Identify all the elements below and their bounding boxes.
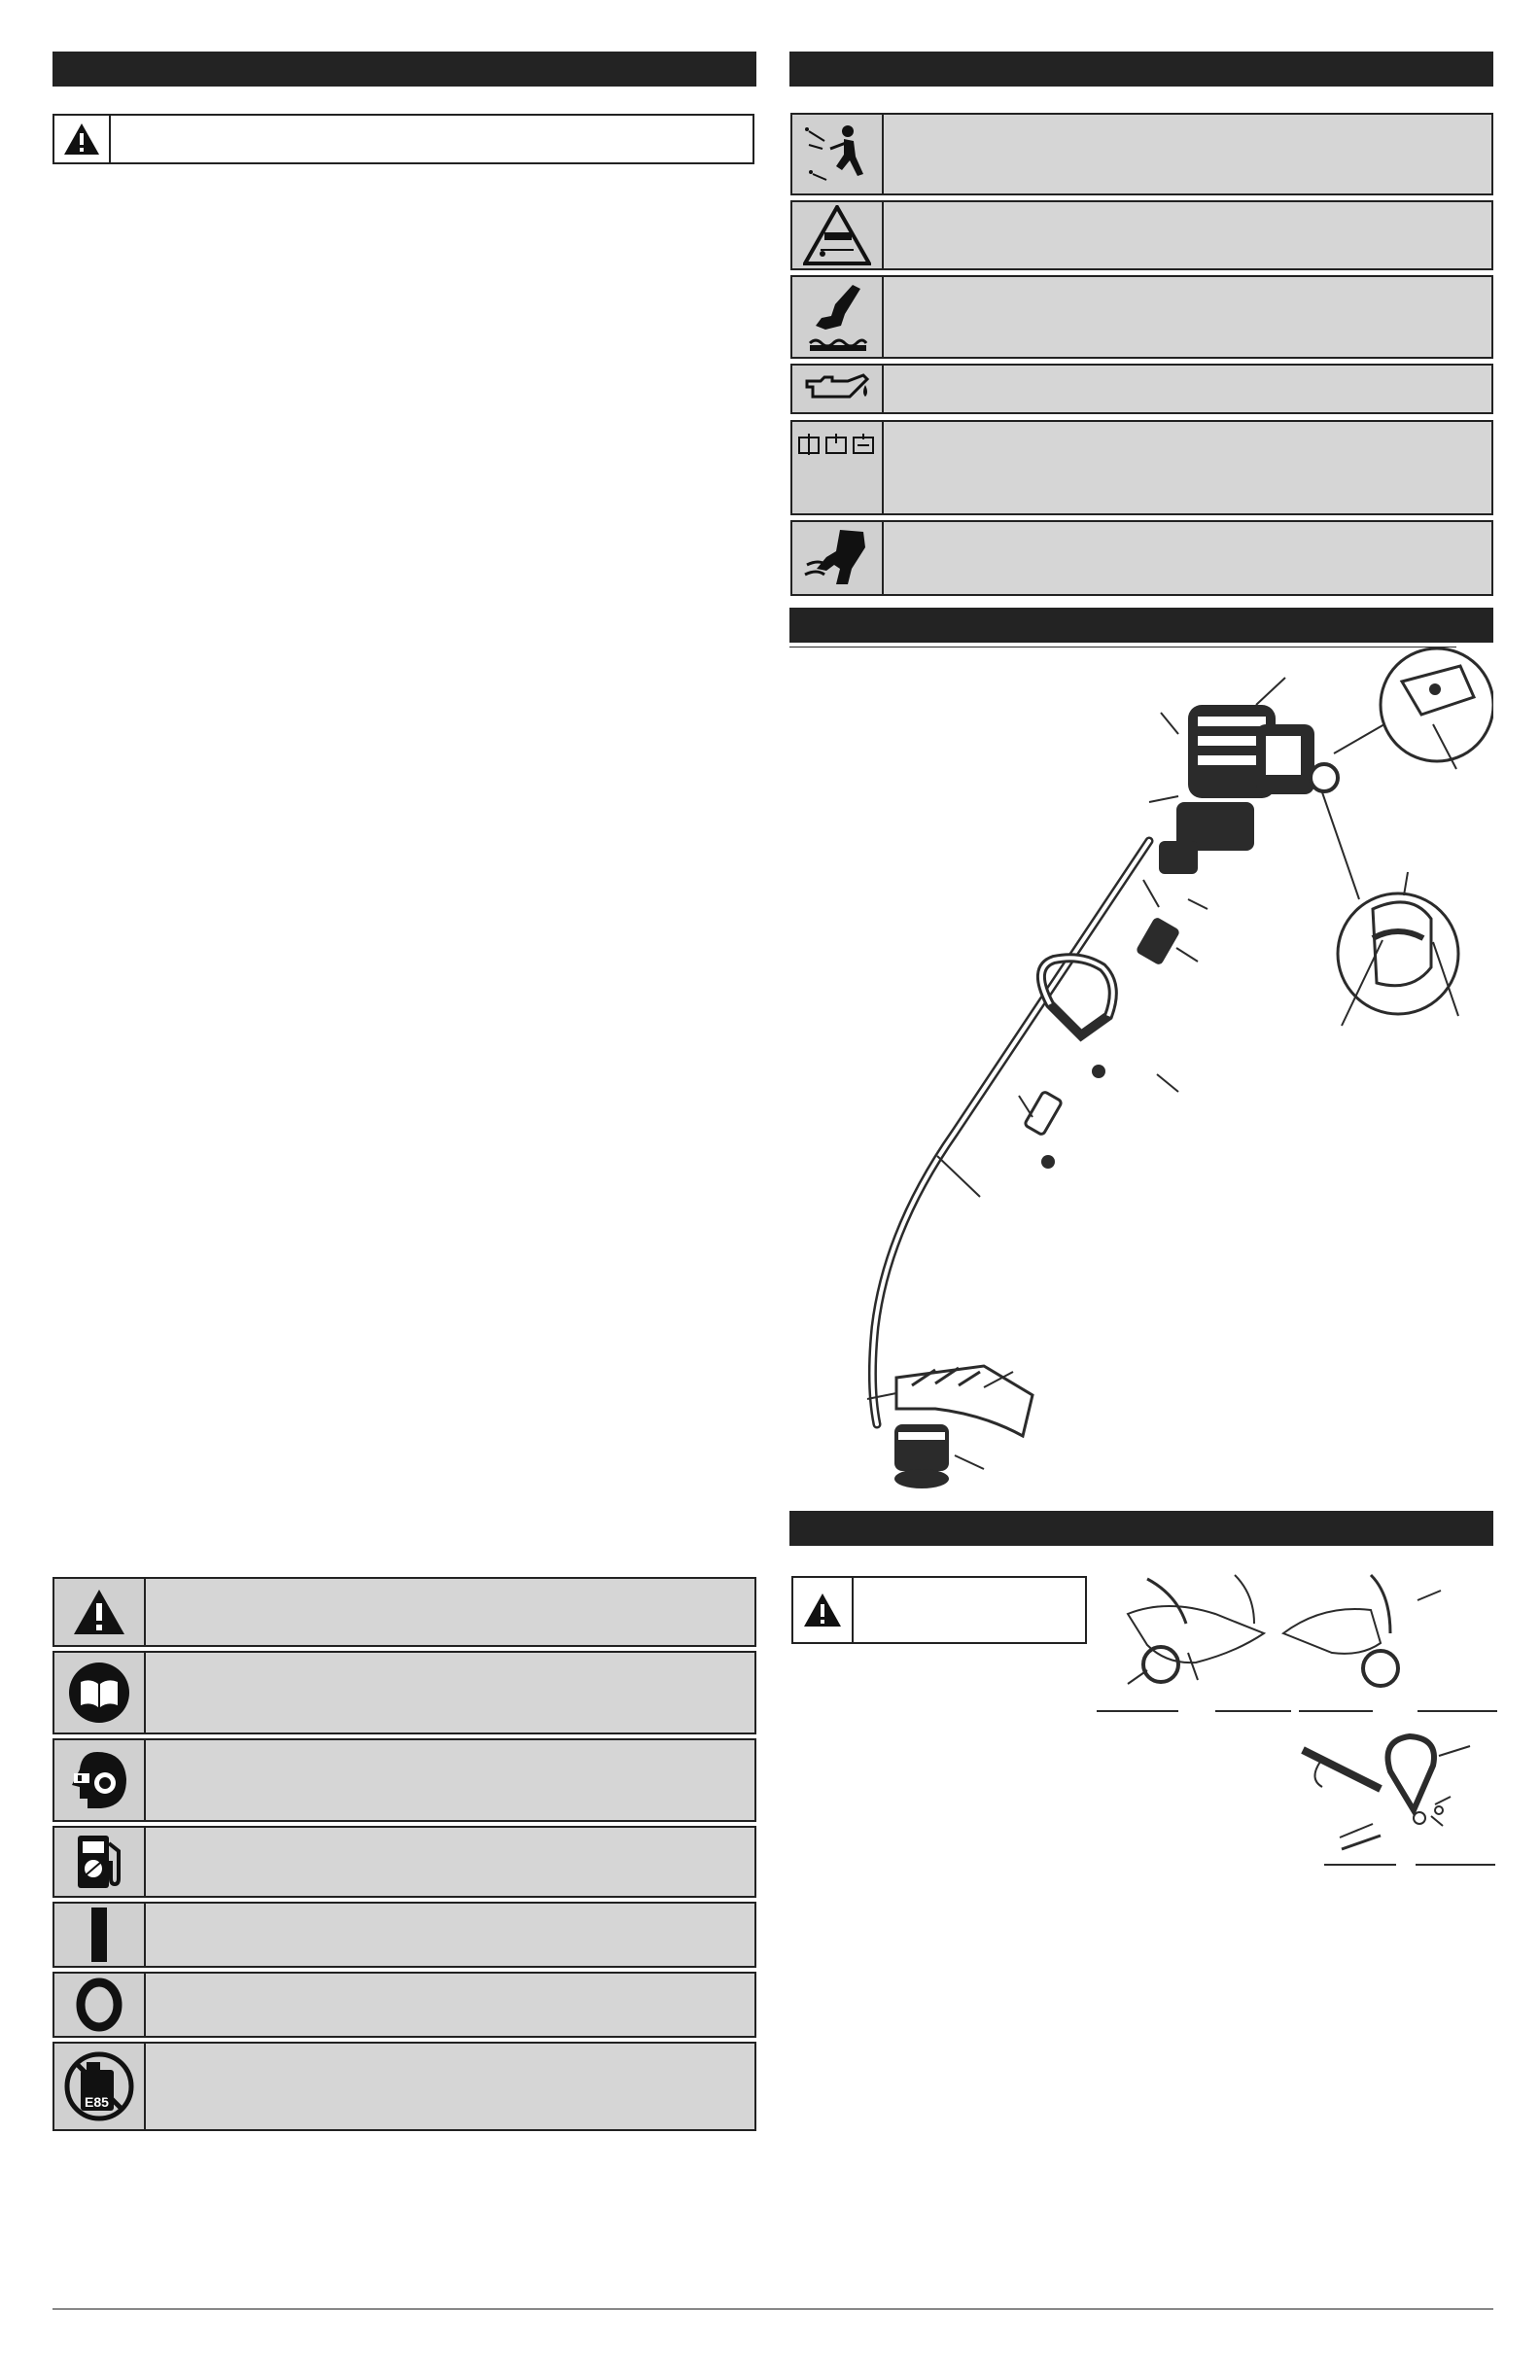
symbol-text: [893, 522, 1484, 594]
product-overview-header: [789, 608, 1493, 643]
left-symbol-table: [52, 1577, 756, 2136]
throttle-trigger: [1136, 916, 1181, 965]
symbol-row: [790, 113, 1493, 195]
safety-warning-box: [52, 114, 754, 164]
symbol-row: [790, 275, 1493, 359]
fuel-pump-icon: [54, 1828, 146, 1896]
operator-manual-icon: [54, 1653, 146, 1732]
warning-triangle-icon: [54, 116, 111, 162]
symbol-text: [156, 1904, 747, 1966]
symbol-row: [52, 1577, 756, 1647]
symbol-row: [52, 1651, 756, 1734]
no-e85-fuel-icon: [54, 2044, 146, 2129]
fuel-cap: [1311, 764, 1338, 791]
left-section-header-label: [52, 58, 64, 80]
symbol-row: [52, 1738, 756, 1822]
symbol-row: [52, 1826, 756, 1898]
eye-ear-protection-icon: [54, 1740, 146, 1820]
symbol-row: [52, 1902, 756, 1968]
right-section-header-label: [789, 58, 801, 80]
choke-symbols-icon: [792, 422, 884, 513]
symbol-row: [790, 520, 1493, 596]
left-section-header: [52, 52, 756, 87]
symbol-text: [893, 366, 1484, 412]
symbol-text: [893, 115, 1484, 193]
trimmer-illustration: [789, 647, 1493, 1512]
off-switch-icon: [54, 1974, 146, 2036]
symbol-row: [790, 364, 1493, 414]
guard-assembly-figures: [1089, 1556, 1497, 1876]
oil-can-icon: [792, 366, 884, 412]
product-overview-header-label: [789, 614, 801, 636]
symbol-text: [156, 1653, 747, 1732]
assembly-warning-box: [791, 1576, 1087, 1644]
assembly-header-label: [789, 1518, 801, 1539]
right-symbol-table: [790, 113, 1493, 597]
hot-surface-icon: [792, 277, 884, 357]
symbol-text: [156, 1740, 747, 1820]
trimmer-head: [894, 1424, 949, 1471]
symbol-row: [790, 200, 1493, 270]
symbol-text: [156, 2044, 747, 2129]
detail-choke-lever: [1381, 648, 1493, 761]
on-switch-icon: [54, 1904, 146, 1966]
symbol-text: [893, 277, 1484, 357]
right-section-header: [789, 52, 1493, 87]
symbol-row: [52, 1972, 756, 2038]
symbol-text: [156, 1579, 747, 1645]
symbol-row: [52, 2042, 756, 2131]
no-e85-fuel-label: E85: [85, 2094, 109, 2110]
entanglement-hand-icon: [792, 522, 884, 594]
thrown-objects-icon: [792, 115, 884, 193]
warning-triangle-icon: [793, 1578, 854, 1642]
trimmer-shaft: [872, 841, 1149, 1424]
symbol-text: [893, 202, 1484, 268]
keep-distance-icon: [792, 202, 884, 268]
engine-housing: [1159, 705, 1314, 874]
warning-triangle-icon: [54, 1579, 146, 1645]
symbol-text: [156, 1828, 747, 1896]
assembly-header: [789, 1511, 1493, 1546]
symbol-text: [156, 1974, 747, 2036]
footer-rule: [52, 2308, 1493, 2310]
symbol-row: [790, 420, 1493, 515]
symbol-text: [893, 422, 1484, 513]
